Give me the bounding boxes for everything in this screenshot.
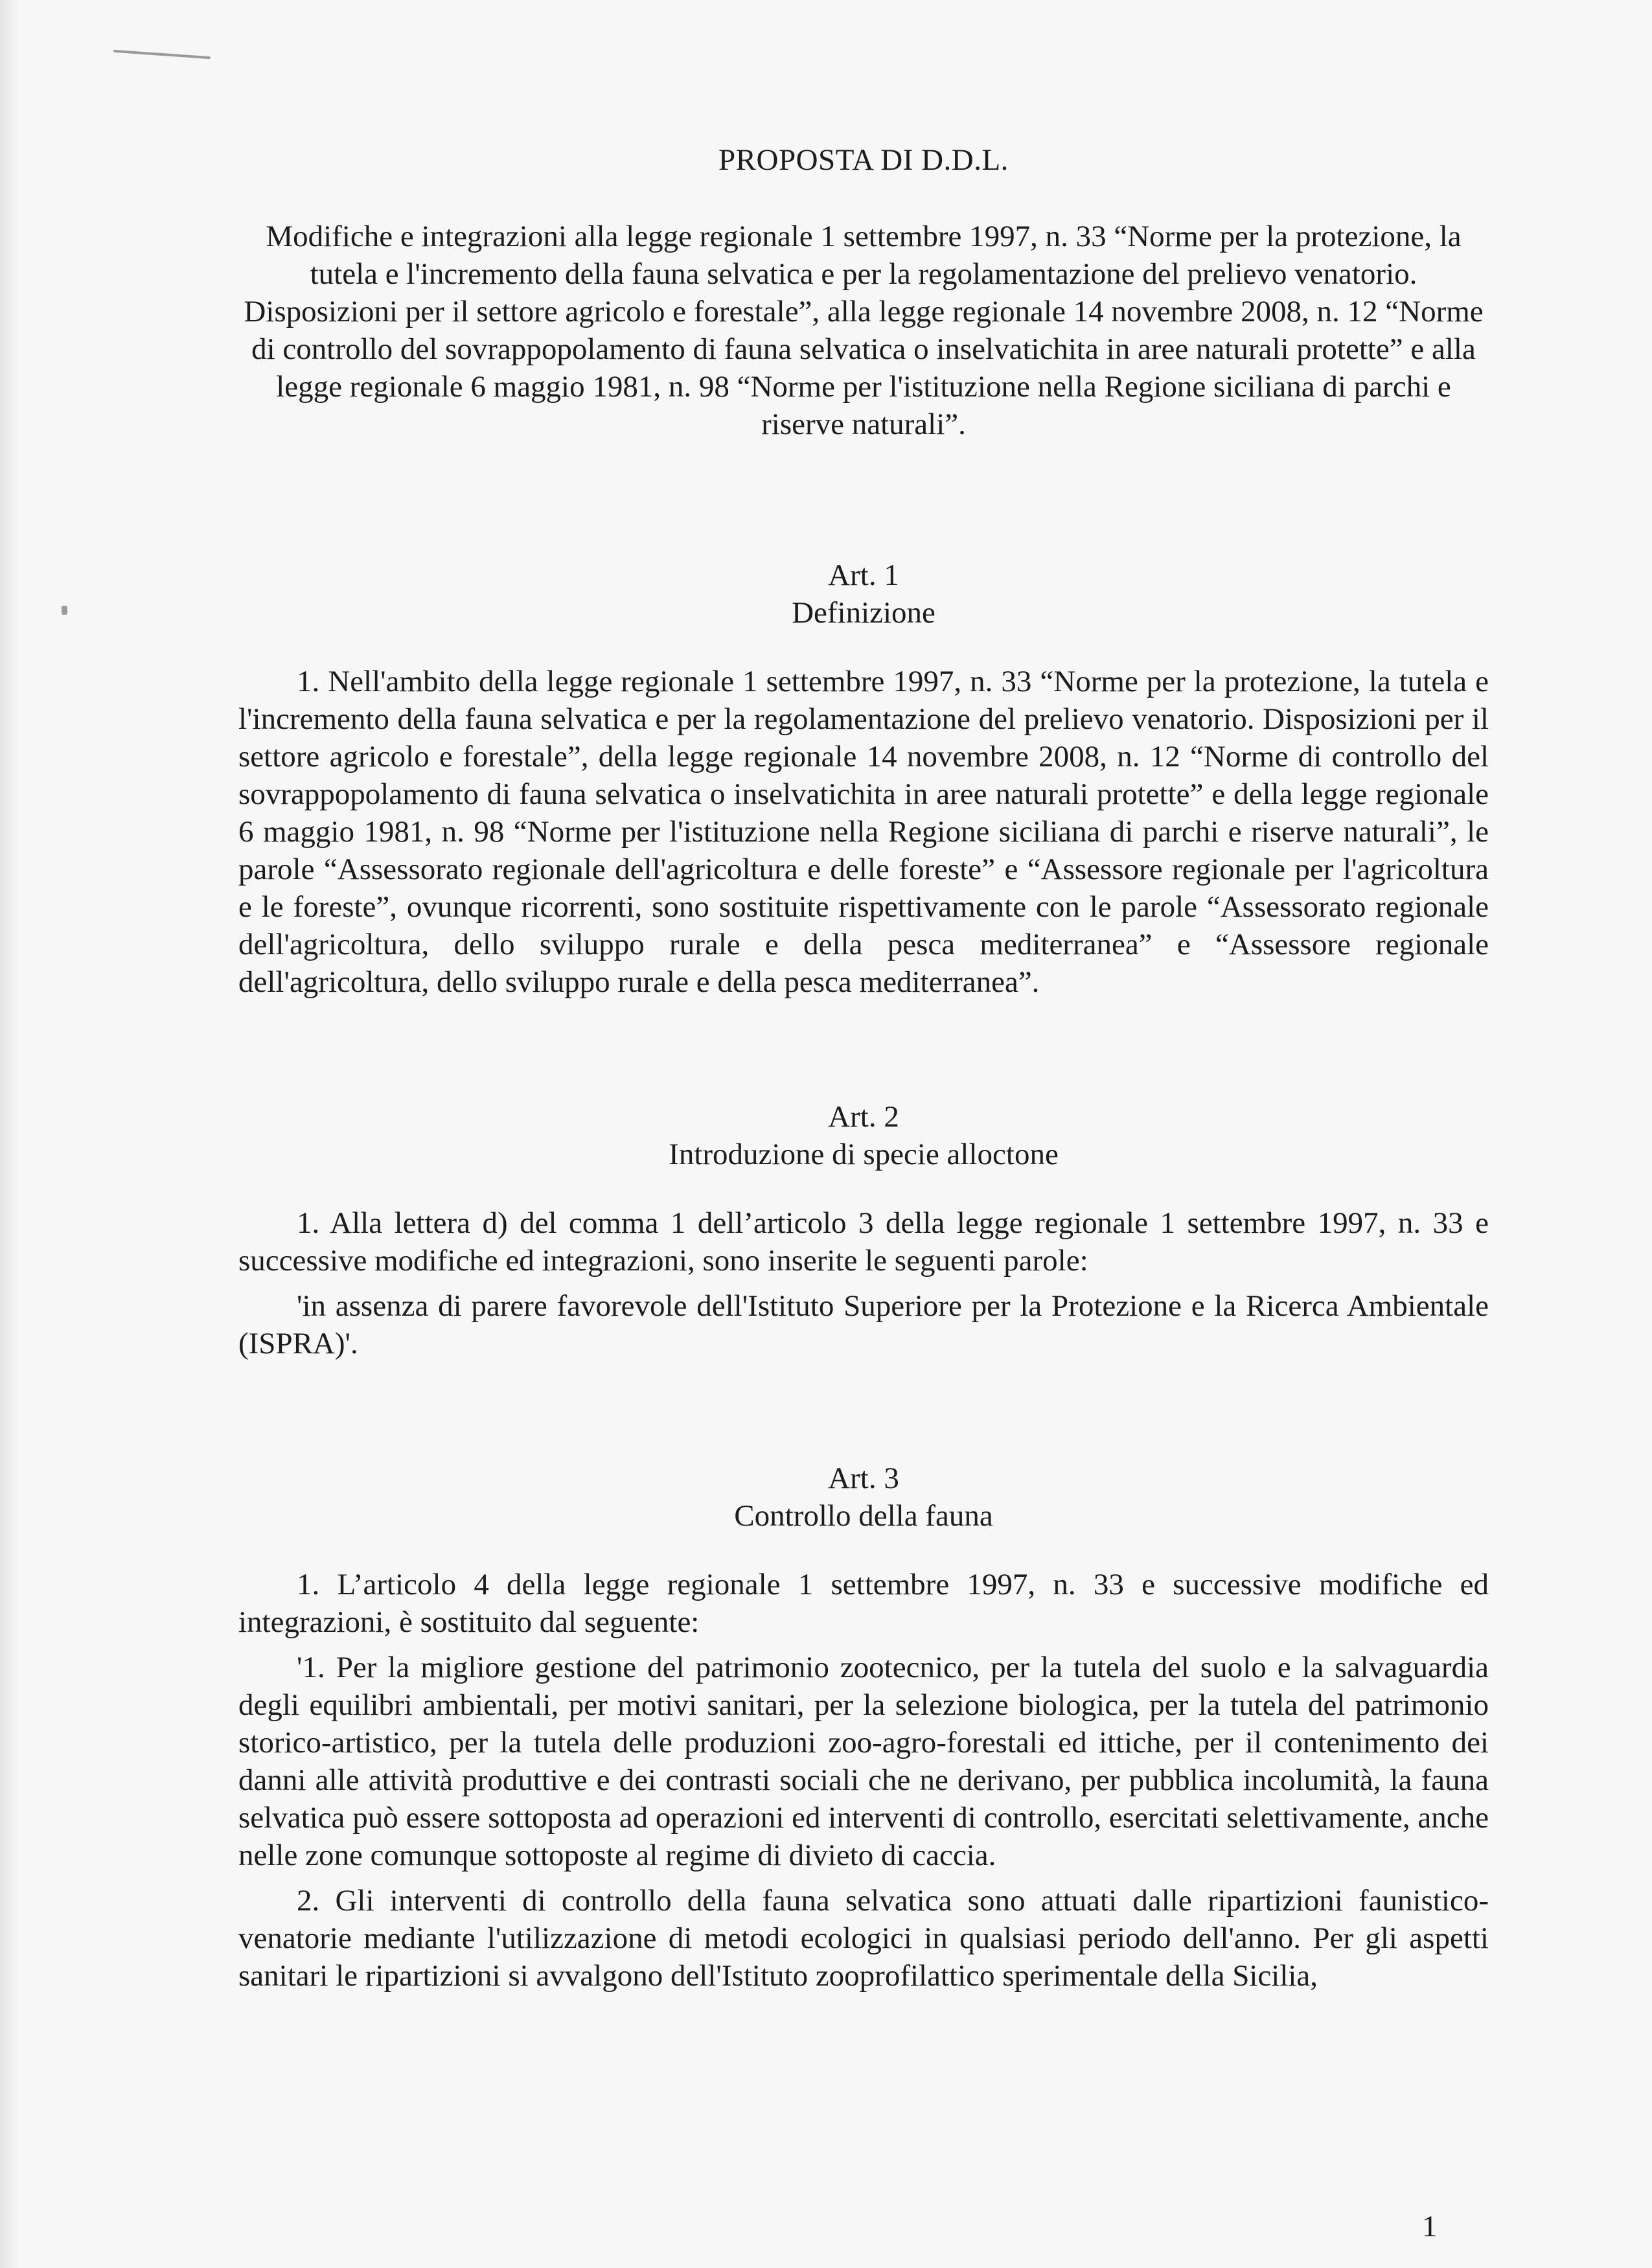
- article-number: Art. 3: [828, 1461, 899, 1495]
- article-paragraph: 1. L’articolo 4 della legge regionale 1 settembre 1997, n. 33 e successive modifiche ed integrazioni, è sostituito dal seguente:: [238, 1568, 1489, 1639]
- article-1: [238, 556, 1489, 1001]
- article-title: Controllo della fauna: [734, 1499, 993, 1533]
- article-quoted-text: '1. Per la migliore gestione del patrimonio zootecnico, per la tutela del suolo e la salvaguardia degli equilibri ambientali, per motivi sanitari, per la selezione biologica, per la tutela del patrimonio storico-artistico, per la tutela delle produzioni zoo-agro-forestali ed ittiche, per il contenimento dei danni alle attività produttive e dei contrasti sociali che ne derivano, per pubblica incolumità, la fauna selvatica può essere sottoposta ad operazioni ed interventi di controllo, esercitati selettivamente, anche nelle zone comunque sottoposte al regime di divieto di caccia.: [238, 1651, 1489, 1872]
- article-paragraph: 1. Alla lettera d) del comma 1 dell’articolo 3 della legge regionale 1 settembre 1997, n. 33 e successive modifiche ed integrazioni, sono inserite le seguenti parole:: [238, 1206, 1489, 1277]
- article-3: [238, 1460, 1489, 1995]
- article-quoted-text: 'in assenza di parere favorevole dell'Istituto Superiore per la Protezione e la Ricerca Ambientale (ISPRA)'.: [238, 1289, 1489, 1360]
- scan-mark: [62, 606, 67, 615]
- article-2: [238, 1098, 1489, 1362]
- document-body: [238, 141, 1489, 2002]
- article-number: Art. 2: [828, 1100, 899, 1134]
- article-number: Art. 1: [828, 558, 899, 592]
- scan-mark: [113, 50, 211, 59]
- scan-edge-shadow: [0, 0, 19, 2268]
- page-number: 1: [1422, 2210, 1438, 2243]
- document-subject: Modifiche e integrazioni alla legge regionale 1 settembre 1997, n. 33 “Norme per la protezione, la tutela e l'incremento della fauna selvatica e per la regolamentazione del prelievo venatorio. Disposizioni per il settore agricolo e forestale”, alla legge regionale 14 novembre 2008, n. 12 “Norme di controllo del sovrappopolamento di fauna selvatica o inselvatichita in aree naturali protette” e alla legge regionale 6 maggio 1981, n. 98 “Norme per l'istituzione nella Regione siciliana di parchi e riserve naturali”.: [244, 220, 1484, 441]
- document-title: PROPOSTA DI D.D.L.: [718, 143, 1009, 177]
- article-title: Introduzione di specie alloctone: [669, 1138, 1059, 1171]
- article-paragraph: 2. Gli interventi di controllo della fauna selvatica sono attuati dalle ripartizioni faunistico-venatorie mediante l'utilizzazione di metodi ecologici in qualsiasi periodo dell'anno. Per gli aspetti sanitari le ripartizioni si avvalgono dell'Istituto zooprofilattico sperimentale della Sicilia,: [238, 1884, 1489, 1993]
- article-title: Definizione: [792, 596, 935, 630]
- article-paragraph: 1. Nell'ambito della legge regionale 1 settembre 1997, n. 33 “Norme per la protezione, la tutela e l'incremento della fauna selvatica e per la regolamentazione del prelievo venatorio. Disposizioni per il settore agricolo e forestale”, della legge regionale 14 novembre 2008, n. 12 “Norme di controllo del sovrappopolamento di fauna selvatica o inselvatichita in aree naturali protette” e della legge regionale 6 maggio 1981, n. 98 “Norme per l'istituzione nella Regione siciliana di parchi e riserve naturali”, le parole “Assessorato regionale dell'agricoltura e delle foreste” e “Assessore regionale per l'agricoltura e le foreste”, ovunque ricorrenti, sono sostituite rispettivamente con le parole “Assessorato regionale dell'agricoltura, dello sviluppo rurale e della pesca mediterranea” e “Assessore regionale dell'agricoltura, dello sviluppo rurale e della pesca mediterranea”.: [238, 665, 1489, 999]
